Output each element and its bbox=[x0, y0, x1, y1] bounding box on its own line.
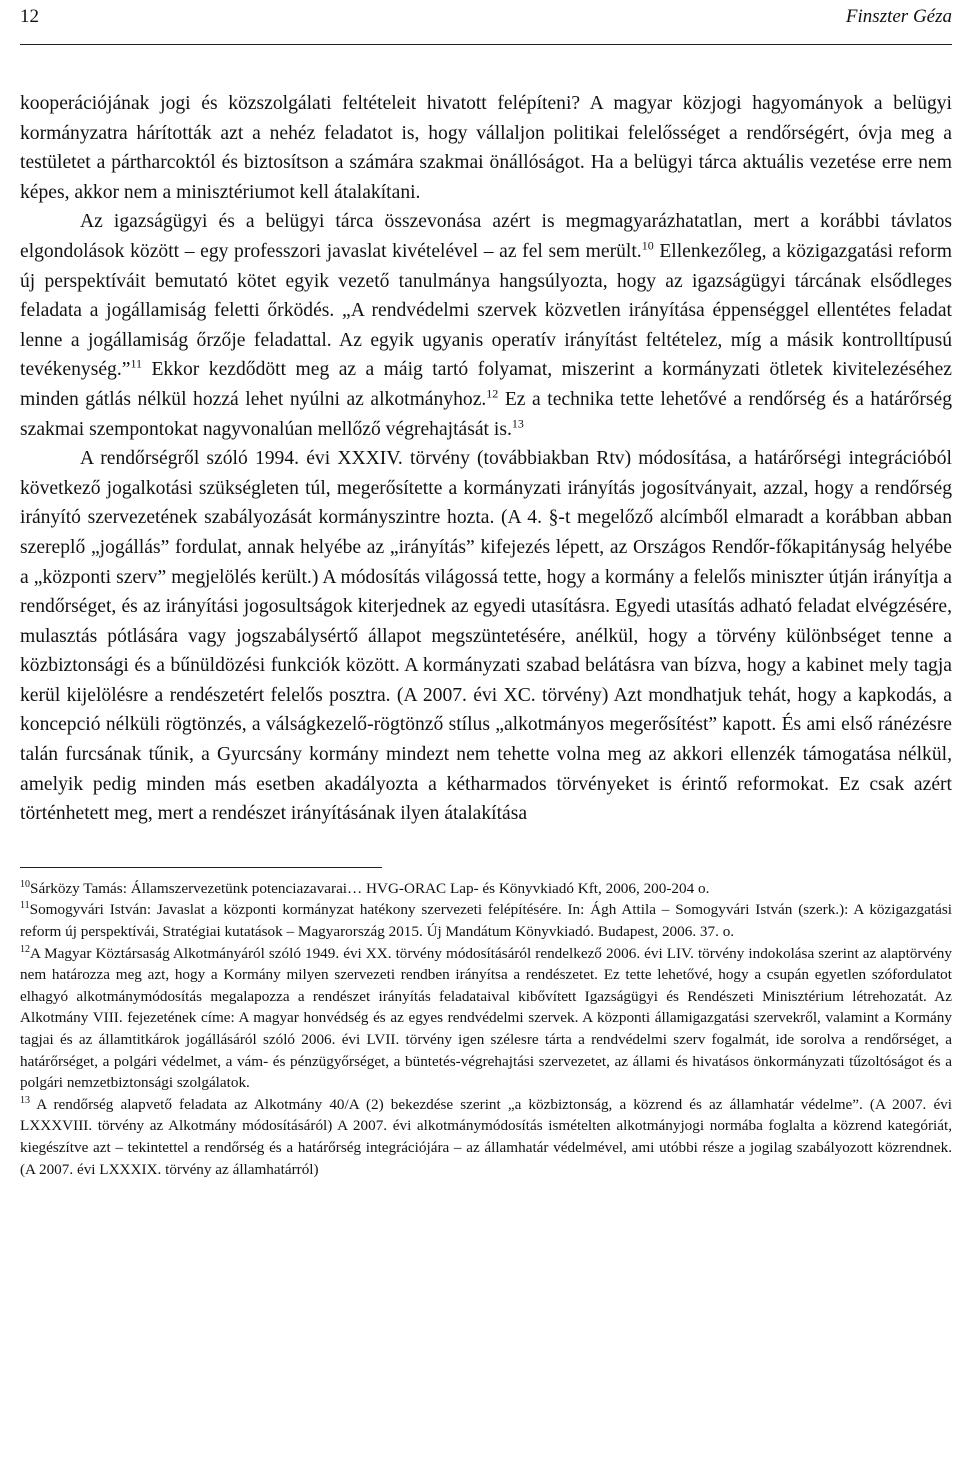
footnote-ref-11[interactable]: 11 bbox=[130, 356, 142, 371]
footnote-ref-10[interactable]: 10 bbox=[641, 238, 654, 253]
paragraph-2 bbox=[20, 207, 952, 444]
footnote-11 bbox=[20, 899, 952, 942]
paragraph-2-text-b: Ellenkezőleg, a közigazgatási reform új perspektíváit bemutató kötet egyik vezető tanulmánya hangsúlyozta, hogy az igazságügyi tárcának elsődleges feladata a jogállamiság feletti őrködés. „A rendvédelmi szervek közvetlen irányítása éppenséggel ellentétes feladat lenne a jogállamiság őrzője feladattal. Az egyik ugyanis operatív irányítást feltételez, míg a másik kontrolltípusú tevékenység.” bbox=[20, 240, 952, 381]
footnote-12 bbox=[20, 943, 952, 1094]
footnote-text: A Magyar Köztársaság Alkotmányáról szóló 1949. évi XX. törvény módosításáról rendelkező 2006. évi LIV. törvény indokolása szerint az alaptörvény nem határozza meg azt, hogy a Kormány milyen szervezeti rendben irányítsa a rendészetet. Ez tette lehetővé, hogy a csupán egyetlen szófordulatot elhagyó alkotmánymódosítás megalapozza a rendészet irányítás feladataival kibővített Igazságügyi és Rendészeti Minisztérium létrehozatát. Az Alkotmány VIII. fejezetének címe: A magyar honvédség és az egyes rendvédelmi szervek. A központi államigazgatási szervekről, valamint a Kormány tagjai és az államtitkárok jogállásáról szóló 2006. évi LVII. törvény igen szélesre tárta a rendvédelmi szerv fogalmát, ide sorolva a rendőrséget, a határőrséget, a polgári védelmet, a vám- és pénzügyőrséget, a büntetés-végrehajtási szervezetet, az állami és hivatásos önkormányzati tűzoltóságot és a polgári nemzetbiztonsági szolgálatok. bbox=[20, 944, 952, 1092]
footnote-ref-13[interactable]: 13 bbox=[511, 416, 524, 430]
footnote-ref-12[interactable]: 12 bbox=[486, 386, 499, 401]
main-text bbox=[20, 89, 952, 829]
document-page bbox=[20, 0, 952, 1180]
paragraph-1: kooperációjának jogi és közszolgálati feltételeit hivatott felépíteni? A magyar közjogi hagyományok a belügyi kormányzatra hárították azt a nehéz feladatot is, hogy vállaljon politikai felelősséget a rendőrségért, óvja meg a testületet a pártharcoktól és biztosítson a számára szakmai önállóságot. Ha a belügyi tárca aktuális vezetése erre nem képes, akkor nem a minisztériumot kell átalakítani. bbox=[20, 93, 952, 203]
paragraph-2-text-c: Ekkor kezdődött meg az a máig tartó folyamat, miszerint a kormányzati ötletek kivitelezéséhez minden gátlás nélkül hozzá lehet nyúlni az alkotmányhoz. bbox=[20, 359, 952, 410]
footnote-number: 13 bbox=[20, 1094, 30, 1106]
footnote-10 bbox=[20, 878, 952, 900]
page-number: 12 bbox=[20, 6, 39, 27]
page-header bbox=[20, 0, 952, 45]
footnote-divider bbox=[20, 867, 382, 868]
paragraph-2-text-a: Az igazságügyi és a belügyi tárca összevonása azért is megmagyarázhatatlan, mert a korábbi távlatos elgondolások között – egy professzori javaslat kivételével – az fel sem merült. bbox=[20, 211, 952, 262]
footnotes bbox=[20, 878, 952, 1180]
footnote-13 bbox=[20, 1094, 952, 1180]
running-author: Finszter Géza bbox=[845, 6, 952, 27]
footnote-text: A rendőrség alapvető feladata az Alkotmány 40/A (2) bekezdése szerint „a közbiztonság, a közrend és az államhatár védelme”. (A 2007. évi LXXXVIII. törvény az Alkotmány módosításáról) A 2007. évi alkotmánymódosítás ismételten alkotmányjogi normába foglalta a közrend kategóriát, kiegészítve azt – tekintettel a rendőrség és a határőrség integrációjára – az államhatár védelmével, ami utóbbi része a jogilag szabályozott közrendnek. (A 2007. évi LXXXIX. törvény az államhatárról) bbox=[20, 1095, 952, 1178]
footnote-text: Somogyvári István: Javaslat a központi kormányzat hatékony szervezeti felépítésére. In: Ágh Attila – Somogyvári István (szerk.): A közigazgatási reform új perspektívái, Stratégiai kutatások – Magyarország 2015. Új Mandátum Könyvkiadó. Budapest, 2006. 37. o. bbox=[20, 901, 952, 941]
footnote-number: 11 bbox=[20, 900, 30, 912]
paragraph-3: A rendőrségről szóló 1994. évi XXXIV. törvény (továbbiakban Rtv) módosítása, a határőrségi integrációból következő jogalkotási szükségleten túl, megerősítette a kormányzati irányítás jogosítványait, azzal, hogy a rendőrség irányító szervezetének szabályozását kormányszintre hozta. (A 4. §-t megelőző alcímből elmaradt a korábban abban szereplő „jogállás” fordulat, annak helyébe az „irányítás” kifejezés lépett, az Országos Rendőr-főkapitányság helyébe a „központi szerv” megjelölés került.) A módosítás világossá tette, hogy a kormány a felelős miniszter útján irányítja a rendőrséget, és az irányítási jogosultságok kiterjednek az egyedi utasításra. Egyedi utasítás adható feladat elvégzésére, mulasztás pótlására vagy jogszabálysértő állapot megszüntetésére, anélkül, hogy a törvény különbséget tenne a közbiztonsági és a bűnüldözési funkciók között. A kormányzati szabad belátásra van bízva, hogy a kabinet mely tagja kerül kijelölésre a rendészetért felelős posztra. (A 2007. évi XC. törvény) Azt mondhatjuk tehát, hogy a kapkodás, a koncepció nélküli rögtönzés, a válságkezelő-rögtönző stílus „alkotmányos megerősítést” kapott. És ami első ránézésre talán furcsának tűnik, a Gyurcsány kormány mindezt nem tehette volna meg az akkori ellenzék támogatása nélkül, amelyik pedig minden más esetben akadályozta a kétharmados törvényeket is érintő reformokat. Ez csak azért történhetett meg, mert a rendészet irányításának ilyen átalakítása bbox=[20, 448, 952, 825]
footnote-number: 12 bbox=[20, 943, 30, 955]
footnote-number: 10 bbox=[20, 878, 30, 890]
paragraph-2-text-d: Ez a technika tette lehetővé a rendőrség és a határőrség szakmai szempontokat nagyvonalúan mellőző végrehajtását is. bbox=[20, 388, 952, 440]
footnote-text: Sárközy Tamás: Államszervezetünk potenciazavarai… HVG-ORAC Lap- és Könyvkiadó Kft, 2006, 200-204 o. bbox=[30, 879, 710, 897]
